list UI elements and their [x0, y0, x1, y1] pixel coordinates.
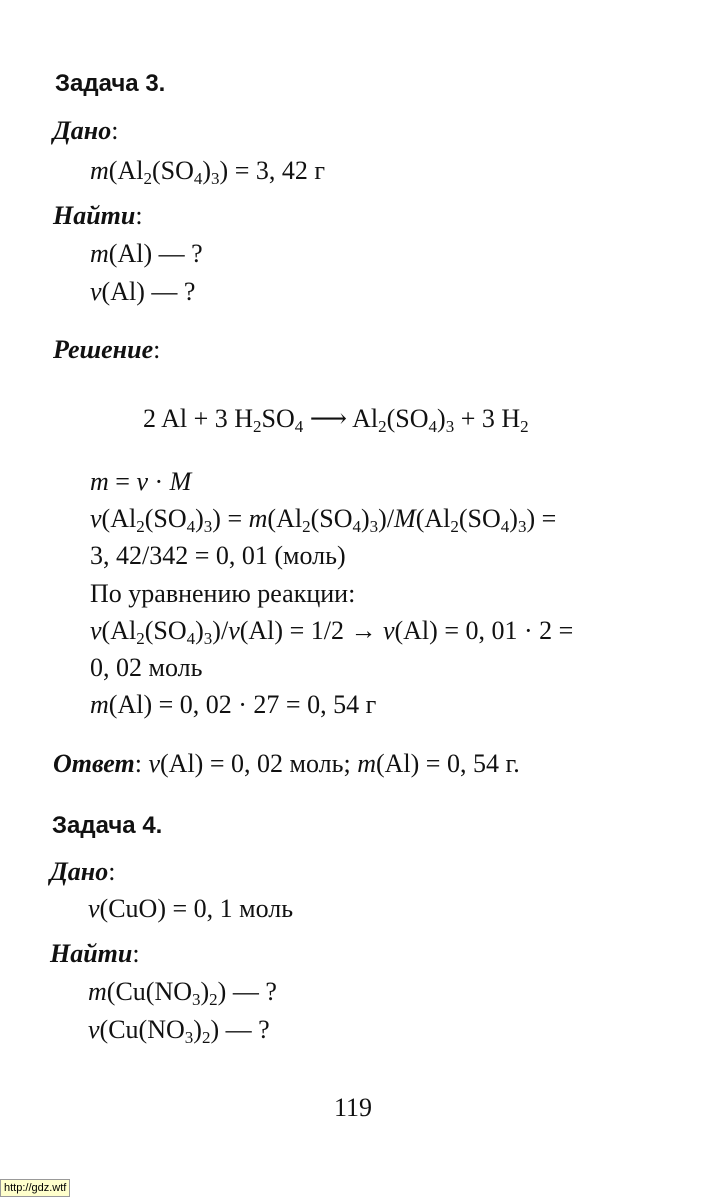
- question-mark: ?: [258, 1015, 270, 1044]
- task4-title: Задача 4.: [52, 812, 163, 839]
- answer-label: Ответ: [53, 749, 135, 778]
- task3-solution-heading: Решение:: [53, 335, 161, 364]
- find-label: Найти: [53, 201, 136, 230]
- calc-m-al: m(Al) = 0, 02 · 27 = 0, 54 г: [90, 690, 377, 719]
- given-nu: = 0, 1 моль: [172, 894, 294, 923]
- given-mass-value: 3, 42: [255, 156, 308, 185]
- m-al-calc: = 0, 02 · 27 = 0, 54 г: [158, 690, 377, 719]
- task4-given-amount: ν(CuO) = 0, 1 моль: [88, 894, 294, 923]
- task3-find-amount: ν(Al) — ?: [90, 277, 196, 306]
- calc-ratio: 3, 42/342 = 0, 01: [90, 541, 268, 570]
- given-label: Дано: [50, 857, 109, 886]
- answer-m: = 0, 54 г.: [425, 749, 520, 778]
- given-label: Дано: [53, 116, 112, 145]
- task3-answer: Ответ: ν(Al) = 0, 02 моль; m(Al) = 0, 54 г.: [53, 749, 520, 778]
- ratio-eq: = 1/2 →: [289, 616, 377, 645]
- task3-find-mass: m(Al) — ?: [90, 239, 203, 268]
- task4-find-heading: Найти:: [50, 939, 140, 968]
- task4-find-mass: $m(Cu(NO_3)_2)$ — ?: [88, 977, 277, 1009]
- calc-nu-al: $\nu(Al_2(SO_4)_3)/\nu(Al) = 1/2 \to \nu(Al) = 0$, 01 · 2 =: [90, 616, 574, 648]
- question-mark: ?: [183, 277, 196, 306]
- unit-mol: (моль): [274, 541, 346, 570]
- find-label: Найти: [50, 939, 133, 968]
- page-number: 119: [334, 1093, 373, 1122]
- solution-label: Решение: [53, 335, 154, 364]
- calc-nu-salt: $\nu(Al_2(SO_4)_3) = m(Al_2(SO_4)_3)/M(Al_2(SO_4)_3)$ =: [90, 504, 557, 536]
- answer-nu: = 0, 02 моль;: [209, 749, 351, 778]
- task3-given-mass: $m(Al_2(SO_4)_3) = 3$, 42 г: [90, 156, 326, 188]
- nu-al-result: 0, 02 моль: [90, 653, 203, 682]
- by-equation-text: По уравнению реакции:: [90, 579, 356, 608]
- task3-title: Задача 3.: [55, 70, 166, 97]
- question-mark: ?: [265, 977, 277, 1006]
- calc-nu-salt-result: [90, 540, 346, 572]
- reaction-equation: 2 Al + 3 $H_2SO_4$ ⟶ $Al_2(SO_4)_3 + 3$ $H_2$: [143, 404, 529, 436]
- task4-find-amount: $\nu(Cu(NO_3)_2)$ — ?: [88, 1015, 270, 1047]
- nu-al-calc: = 0, 01 · 2 =: [444, 616, 574, 645]
- formula-m-nu-M: m = ν · M: [90, 467, 192, 496]
- task3-given-heading: Дано:: [53, 116, 119, 145]
- task3-find-heading: Найти:: [53, 201, 143, 230]
- question-mark: ?: [191, 239, 203, 268]
- task4-given-heading: Дано:: [50, 857, 116, 886]
- watermark-link[interactable]: http://gdz.wtf: [0, 1179, 70, 1197]
- given-mass-unit: г: [314, 156, 326, 185]
